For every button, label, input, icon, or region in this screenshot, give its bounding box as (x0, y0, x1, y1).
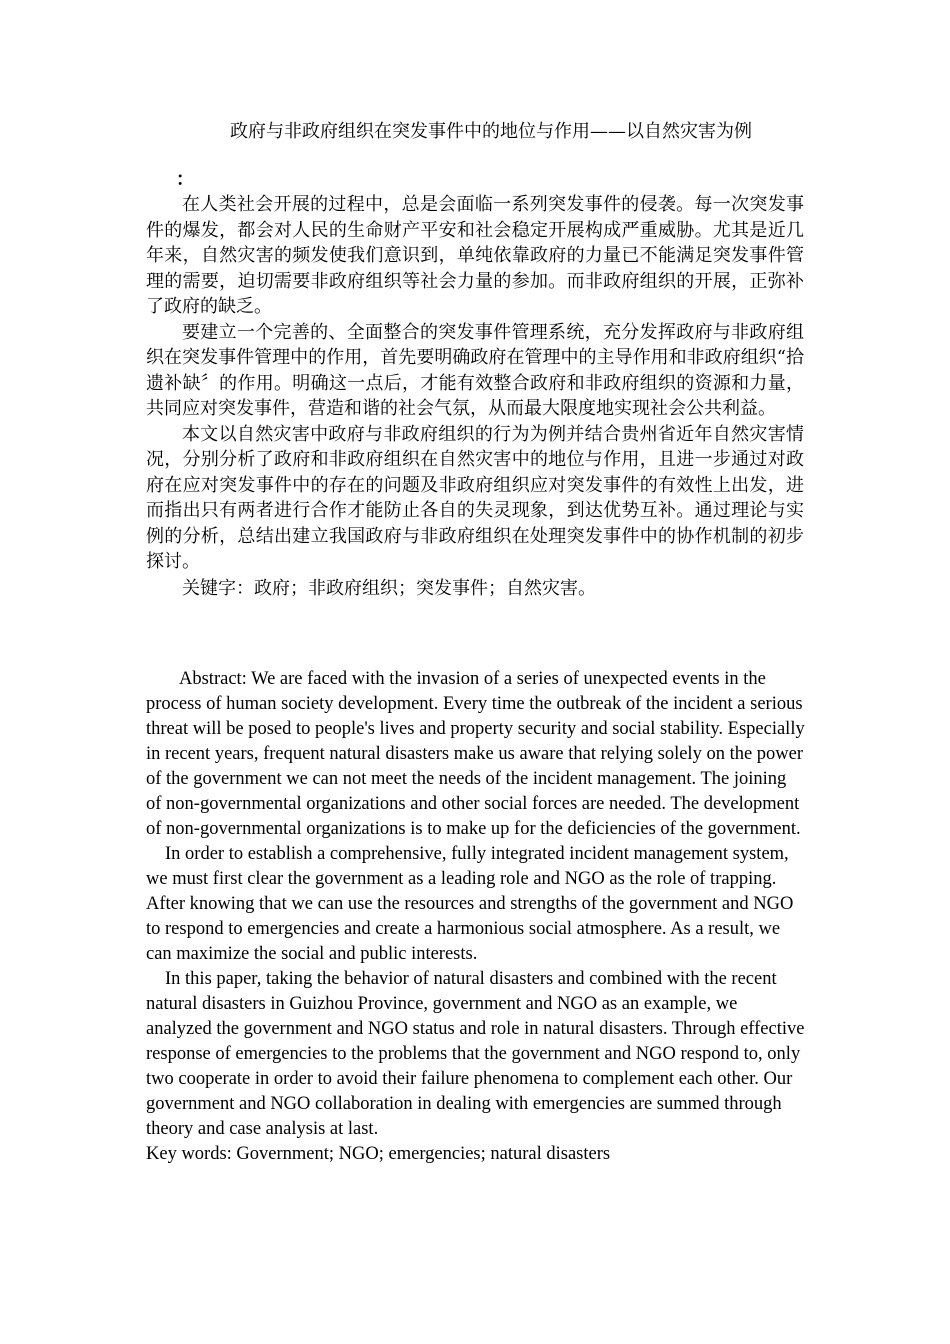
chinese-paragraph-3: 本文以自然灾害中政府与非政府组织的行为为例并结合贵州省近年自然灾害情况，分别分析了政府和非政府组织在自然灾害中的地位与作用，且进一步通过对政府在应对突发事件中的存在的问题及非政府组织应对突发事件的有效性上出发，进而指出只有两者进行合作才能防止各自的失灵现象，到达优势互补。通过理论与实例的分析，总结出建立我国政府与非政府组织在处理突发事件中的协作机制的初步探讨。 (146, 423, 804, 572)
english-keywords: Key words: Government; NGO; emergencies; natural disasters (146, 1144, 611, 1164)
english-abstract (146, 667, 806, 1167)
chinese-keywords: 关键字：政府；非政府组织；突发事件；自然灾害。 (182, 577, 596, 599)
english-paragraph-1: Abstract: We are faced with the invasion of a series of unexpected events in the process of human society development. Every time the outbreak of the incident a serious threat will be posed to people's lives and property security and social stability. Especially in recent years, frequent natural disasters make us aware that relying solely on the power of the government we can not meet the needs of the incident management. The joining of non-governmental organizations and other social forces are needed. The development of non-governmental organizations is to make up for the deficiencies of the government. (146, 669, 805, 839)
title-colon: ： (176, 169, 194, 190)
english-paragraph-3: In this paper, taking the behavior of natural disasters and combined with the recent natural disasters in Guizhou Province, government and NGO as an example, we analyzed the government and NGO status and role in natural disasters. Through effective response of emergencies to the problems that the government and NGO respond to, only two cooperate in order to avoid their failure phenomena to complement each other. Our government and NGO collaboration in dealing with emergencies are summed through theory and case analysis at last. (146, 969, 805, 1139)
chinese-paragraph-1: 在人类社会开展的过程中，总是会面临一系列突发事件的侵袭。每一次突发事件的爆发，都会对人民的生命财产平安和社会稳定开展构成严重威胁。尤其是近几年来，自然灾害的频发使我们意识到，单纯依靠政府的力量已不能满足突发事件管理的需要，迫切需要非政府组织等社会力量的参加。而非政府组织的开展，正弥补了政府的缺乏。 (146, 194, 804, 317)
chinese-paragraph-2: 要建立一个完善的、全面整合的突发事件管理系统，充分发挥政府与非政府组织在突发事件管理中的作用，首先要明确政府在管理中的主导作用和非政府组织“拾遗补缺〞的作用。明确这一点后，才能有效整合政府和非政府组织的资源和力量，共同应对突发事件，营造和谐的社会气氛，从而最大限度地实现社会公共利益。 (146, 321, 804, 419)
document-title: 政府与非政府组织在突发事件中的地位与作用——以自然灾害为例 (230, 121, 752, 142)
english-paragraph-2: In order to establish a comprehensive, fully integrated incident management system, we must first clear the government as a leading role and NGO as the role of trapping. After knowing that we can use the resources and strengths of the government and NGO to respond to emergencies and create a harmonious social atmosphere. As a result, we can maximize the social and public interests. (146, 844, 794, 964)
chinese-abstract (146, 192, 804, 601)
